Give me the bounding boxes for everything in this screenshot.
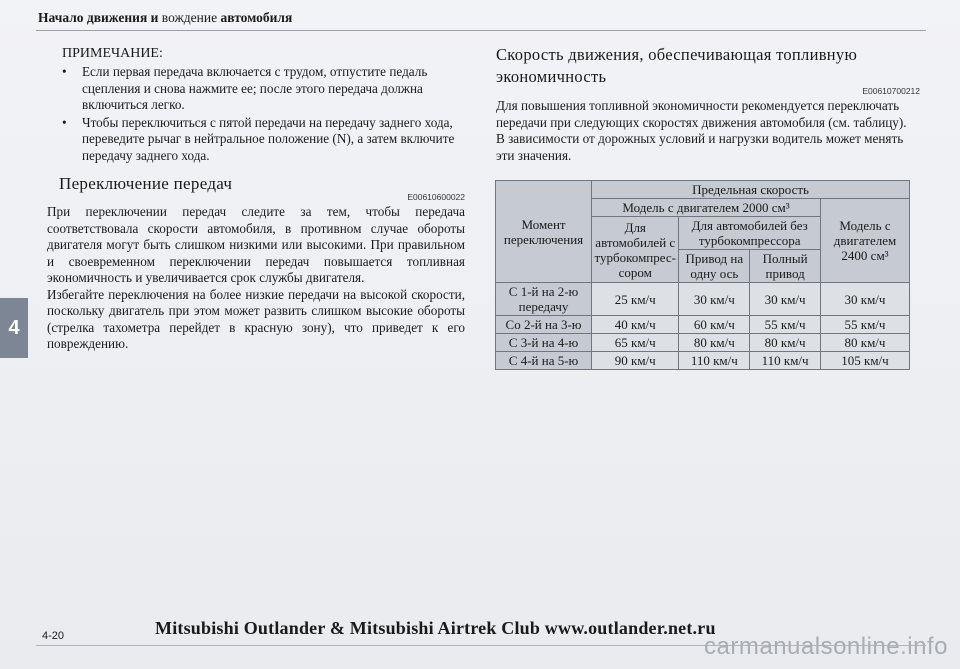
header-part3: автомобиля	[220, 10, 293, 25]
cell-value: 40 км/ч	[592, 316, 679, 334]
cell-value: 110 км/ч	[679, 352, 750, 370]
page-number: 4-20	[42, 630, 65, 642]
left-column	[45, 46, 465, 353]
cell-value: 30 км/ч	[750, 283, 821, 316]
header-fwd: Привод на одну ось	[679, 250, 750, 283]
shifting-paragraph: При переключении передач следите за тем, чтобы передача соответствовала скорости автомобиля, в противном случае обороты двигателя могут быть слишком низкими или высокими. При правильном и своевременном переключении передач повышается топливная экономичность и увеличивается срок службы двигателя.	[47, 204, 465, 285]
cell-value: 55 км/ч	[821, 316, 910, 334]
economy-title	[496, 44, 920, 88]
header-noturbo: Для автомобилей без турбокомпрессора	[679, 217, 821, 250]
cell-value: 25 км/ч	[592, 283, 679, 316]
cell-value: 80 км/ч	[679, 334, 750, 352]
speed-table	[495, 180, 910, 370]
header-part2: вождение	[161, 10, 218, 25]
cell-value: 60 км/ч	[679, 316, 750, 334]
footer-club: Mitsubishi Outlander & Mitsubishi Airtrek Club www.outlander.net.ru	[155, 618, 716, 638]
table-row	[496, 334, 910, 352]
cell-value: 30 км/ч	[679, 283, 750, 316]
header-model2400: Модель с двигателем 2400 см³	[821, 199, 910, 283]
cell-value: 80 км/ч	[750, 334, 821, 352]
header-model2000: Модель с двигателем 2000 см³	[592, 199, 821, 217]
cell-value: 90 км/ч	[592, 352, 679, 370]
table-row	[496, 283, 910, 316]
row-label: С 4-й на 5-ю	[496, 352, 592, 370]
economy-title-line2: экономичность	[496, 67, 607, 86]
row-label: С 3-й на 4-ю	[496, 334, 592, 352]
page-header	[38, 10, 292, 26]
cell-value: 55 км/ч	[750, 316, 821, 334]
cell-value: 110 км/ч	[750, 352, 821, 370]
right-column	[490, 44, 920, 164]
chapter-tab: 4	[0, 298, 28, 358]
cell-value: 105 км/ч	[821, 352, 910, 370]
note-list	[45, 64, 465, 164]
shifting-paragraph: Избегайте переключения на более низкие передачи на высокой скорости, поскольку двигатель при этом может развить слишком высокие обороты (стрелка тахометра перейдет в красную зону), что приведет к его повреждению.	[47, 286, 465, 351]
economy-code: E00610700212	[862, 86, 920, 96]
row-label: Со 2-й на 3-ю	[496, 316, 592, 334]
header-divider	[36, 30, 926, 31]
shifting-title: Переключение передач	[59, 174, 233, 193]
note-title: ПРИМЕЧАНИЕ:	[62, 46, 163, 61]
header-turbo: Для автомобилей с турбокомпрес- сором	[592, 217, 679, 283]
cell-value: 65 км/ч	[592, 334, 679, 352]
shifting-code: E00610600022	[407, 192, 465, 202]
cell-value: 80 км/ч	[821, 334, 910, 352]
economy-text: Для повышения топливной экономичности рекомендуется переключать передачи при следующих скоростях движения автомобиля (см. таблицу). В зависимости от дорожных условий и нагрузки водитель может менять эти значения.	[496, 98, 907, 163]
cell-value: 30 км/ч	[821, 283, 910, 316]
note-bullet: • Если первая передача включается с трудом, отпустите педаль сцепления и снова нажмите ее; после этого передача должна включиться легко.	[45, 64, 465, 114]
shifting-body	[45, 204, 465, 353]
note-bullet: • Чтобы переключиться с пятой передачи на передачу заднего хода, переведите рычаг в нейтральное положение (N), а затем включите передачу заднего хода.	[45, 115, 465, 165]
header-awd: Полный привод	[750, 250, 821, 283]
economy-title-line1: Скорость движения, обеспечивающая топливную	[496, 45, 858, 64]
header-limit: Предельная скорость	[592, 181, 910, 199]
table-row	[496, 316, 910, 334]
header-part1: Начало движения и	[38, 10, 159, 25]
table-row	[496, 352, 910, 370]
watermark-text: carmanualsonline.info	[704, 633, 948, 660]
header-moment: Момент переключения	[496, 181, 592, 283]
row-label: С 1-й на 2-ю передачу	[496, 283, 592, 316]
